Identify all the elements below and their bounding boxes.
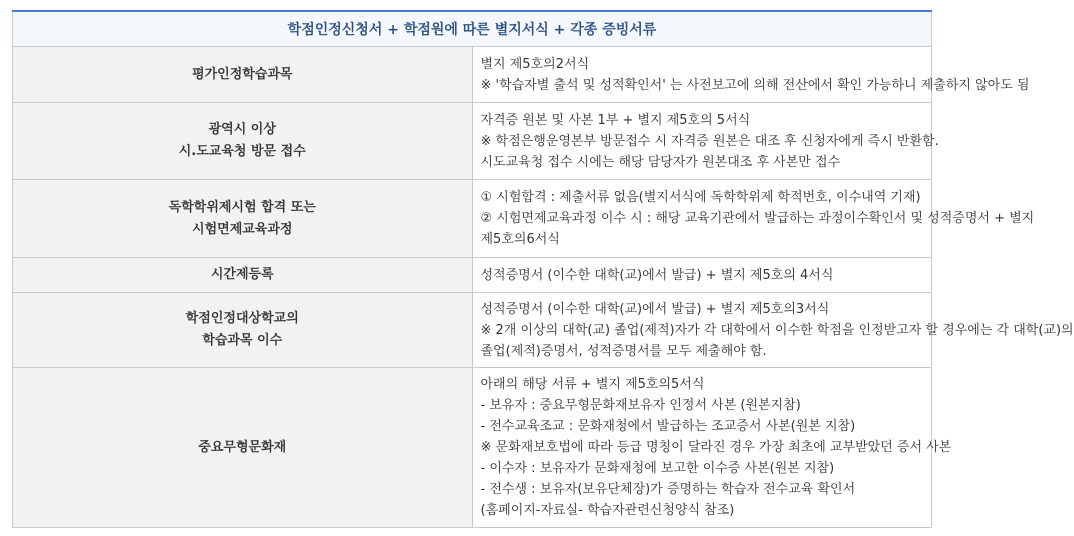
table-title: 학점인정신청서 + 학점원에 따른 별지서식 + 각종 증빙서류 — [13, 11, 932, 47]
content-line: - 전수생 : 보유자(보유단체장)가 증명하는 학습자 전수교육 확인서 — [480, 482, 856, 497]
row-label-line: 독학학위제시험 합격 또는 — [168, 199, 316, 215]
content-line: 성적증명서 (이수한 대학(교)에서 발급) + 별지 제5호의3서식 — [480, 301, 830, 317]
content-line: (홈페이지-자료실- 학습자관련신청양식 참조) — [480, 503, 735, 518]
row-label-line: 시험면제교육과정 — [192, 221, 293, 237]
content-line: 아래의 해당 서류 + 별지 제5호의5서식 — [480, 377, 705, 392]
table-row — [13, 180, 932, 258]
row-content — [472, 368, 952, 528]
content-line: ※ 문화재보호법에 따라 등급 명칭이 달라진 경우 가장 최초에 교부받았던 증서 사본 — [480, 440, 952, 455]
row-label-line: 시.도교육청 방문 접수 — [178, 144, 306, 159]
row-label-office-visit — [13, 103, 473, 180]
row-label-part-time — [13, 258, 473, 293]
content-line: 시도교육청 접수 시에는 해당 담당자가 원본대조 후 사본만 접수 — [480, 154, 841, 170]
row-label-line: 중요무형문화재 — [198, 439, 287, 455]
content-line: 제5호의6서식 — [480, 232, 560, 247]
row-content — [472, 293, 1074, 368]
table-row — [13, 103, 932, 180]
table-row — [13, 293, 932, 368]
row-content — [472, 103, 939, 180]
row-label-line: 평가인정학습과목 — [192, 66, 293, 82]
table-row — [13, 258, 932, 293]
row-label-line: 광역시 이상 — [208, 122, 276, 137]
content-line: - 전수교육조교 : 문화재청에서 발급하는 조교증서 사본(원본 지참) — [480, 419, 856, 434]
content-line: 별지 제5호의2서식 — [480, 56, 590, 72]
row-label-line: 시간제등록 — [210, 267, 274, 282]
content-line: - 이수자 : 보유자가 문화재청에 보고한 이수증 사본(원본 지참) — [480, 461, 835, 476]
row-content — [472, 258, 932, 293]
content-line: ※ '학습자별 출석 및 성적확인서' 는 사전보고에 의해 전산에서 확인 가능하니 제출하지 않아도 됨 — [480, 77, 1030, 93]
content-line: 졸업(제적)증명서, 성적증명서를 모두 제출해야 함. — [480, 343, 767, 359]
table-row — [13, 47, 932, 103]
content-line: ① 시험합격 : 제출서류 없음(별지서식에 독학학위제 학적번호, 이수내역 기재) — [480, 190, 921, 205]
row-label-line: 학습과목 이수 — [202, 333, 283, 348]
row-label-intangible-heritage — [13, 368, 473, 528]
row-content — [472, 47, 1030, 103]
content-line: 자격증 원본 및 사본 1부 + 별지 제5호의 5서식 — [480, 112, 751, 128]
row-label-credit-course — [13, 47, 473, 103]
content-line: 성적증명서 (이수한 대학(교)에서 발급) + 별지 제5호의 4서식 — [480, 267, 834, 283]
table-header-row — [13, 11, 932, 47]
row-label-self-study-degree — [13, 180, 473, 258]
row-label-accredited-school — [13, 293, 473, 368]
table-row — [13, 368, 932, 528]
content-line: ※ 2개 이상의 대학(교) 졸업(제적)자가 각 대학에서 이수한 학점을 인정받고자 할 경우에는 각 대학(교)의 — [480, 322, 1074, 338]
content-line: - 보유자 : 중요무형문화재보유자 인정서 사본 (원본지참) — [480, 398, 801, 413]
content-line: ※ 학점은행운영본부 방문접수 시 자격증 원본은 대조 후 신청자에게 즉시 반환함. — [480, 133, 939, 149]
content-line: ② 시험면제교육과정 이수 시 : 해당 교육기관에서 발급하는 과정이수확인서 및 성적증명서 + 별지 — [480, 211, 1035, 226]
row-content — [472, 180, 1035, 258]
document-requirements-table — [12, 10, 1074, 528]
row-label-line: 학점인정대상학교의 — [185, 311, 299, 326]
